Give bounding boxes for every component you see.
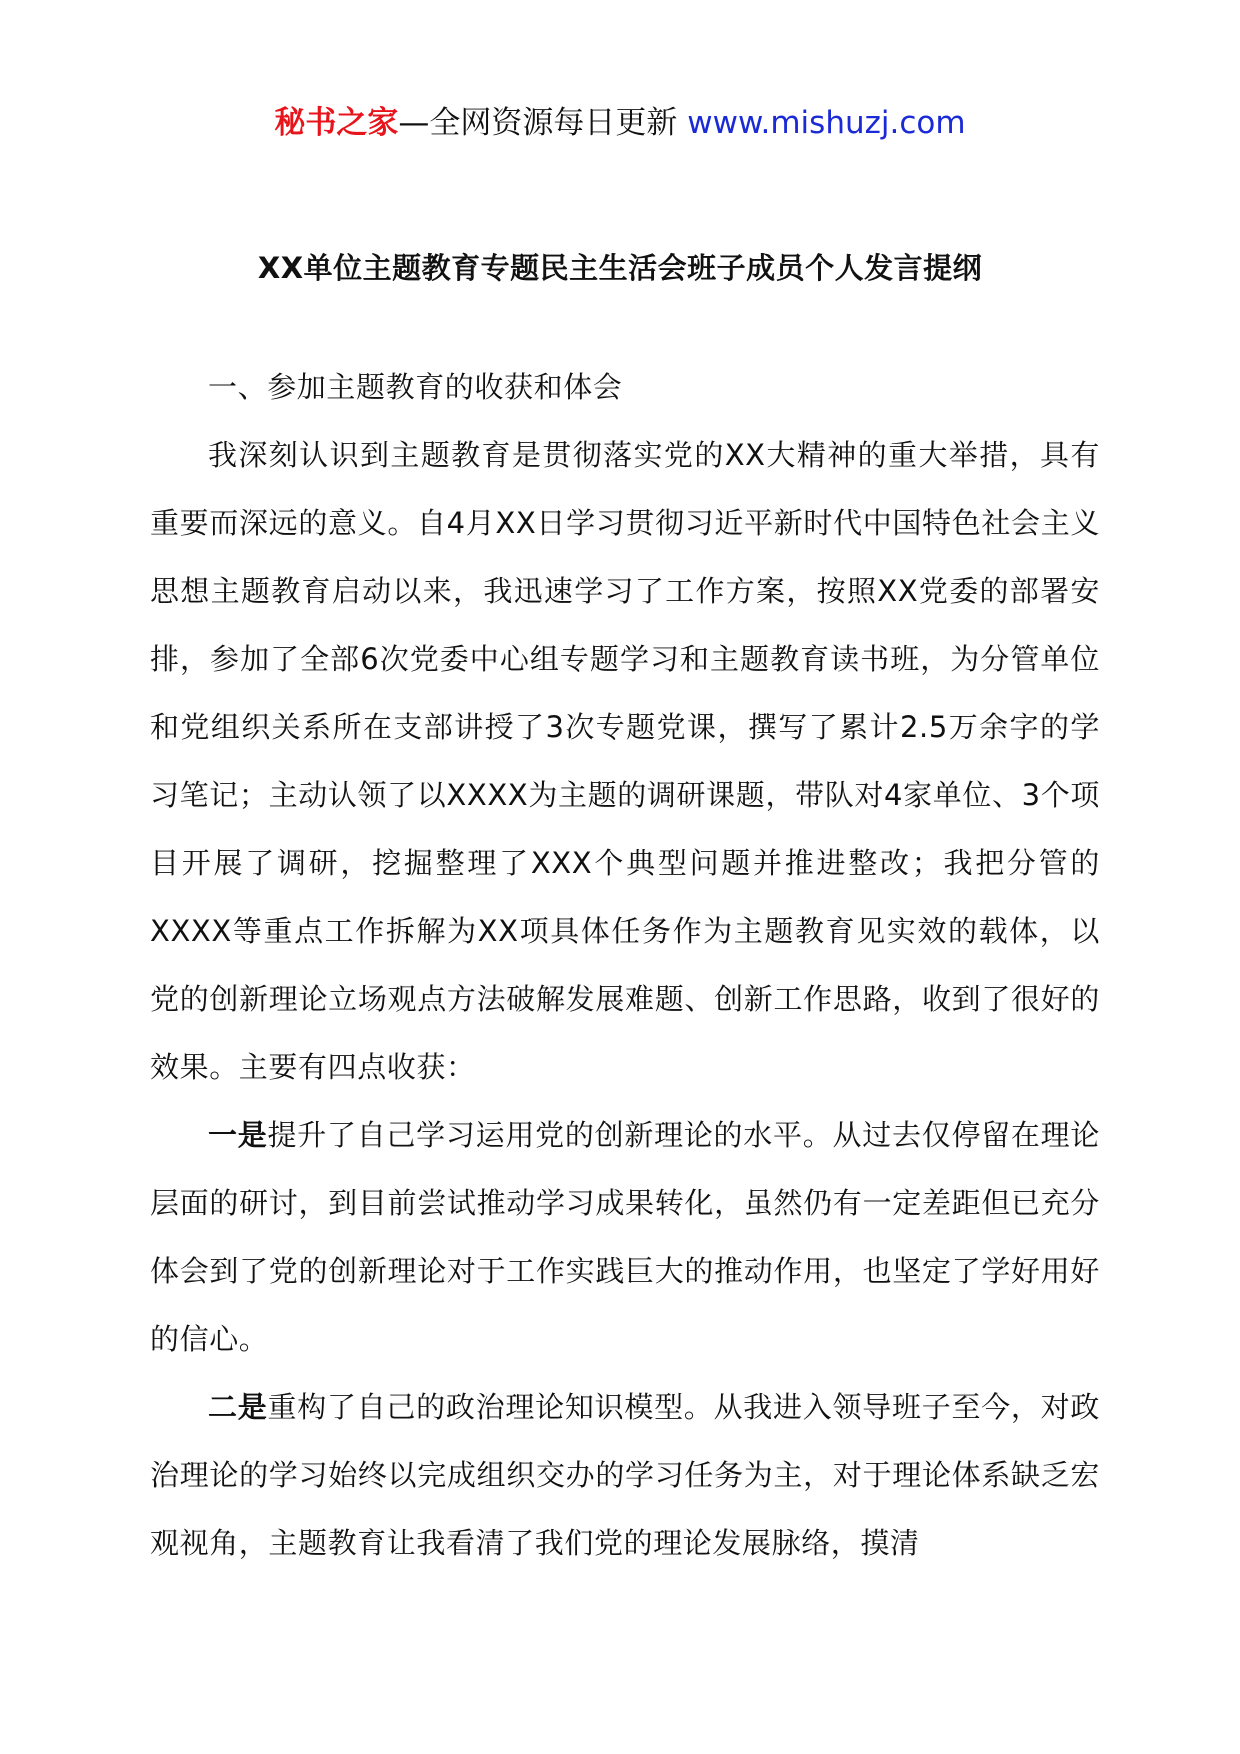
brand-name: 秘书之家 bbox=[274, 105, 399, 141]
header-tagline: —全网资源每日更新 bbox=[398, 105, 678, 141]
paragraph-intro: 我深刻认识到主题教育是贯彻落实党的XX大精神的重大举措，具有重要而深远的意义。自4月XX日学习贯彻习近平新时代中国特色社会主义思想主题教育启动以来，我迅速学习了工作方案，按照XX党委的部署安排，参加了全部6次党委中心组专题学习和主题教育读书班，为分管单位和党组织关系所在支部讲授了3次专题党课，撰写了累计2.5万余字的学习笔记；主动认领了以XXXX为主题的调研课题，带队对4家单位、3个项目开展了调研，挖掘整理了XXX个典型问题并推进整改；我把分管的XXXX等重点工作拆解为XX项具体任务作为主题教育见实效的载体，以党的创新理论立场观点方法破解发展难题、创新工作思路，收到了很好的效果。主要有四点收获： bbox=[150, 438, 1100, 1084]
header-banner bbox=[0, 100, 1240, 146]
paragraph-point-2 bbox=[150, 1373, 1100, 1577]
point-1-text: 提升了自己学习运用党的创新理论的水平。从过去仅停留在理论层面的研讨，到目前尝试推动学习成果转化，虽然仍有一定差距但已充分体会到了党的创新理论对于工作实践巨大的推动作用，也坚定了学好用好的信心。 bbox=[150, 1118, 1100, 1356]
point-2-text: 重构了自己的政治理论知识模型。从我进入领导班子至今，对政治理论的学习始终以完成组织交办的学习任务为主，对于理论体系缺乏宏观视角，主题教育让我看清了我们党的理论发展脉络，摸清 bbox=[150, 1390, 1100, 1560]
document-body bbox=[150, 353, 1100, 1577]
point-2-lead: 二是 bbox=[208, 1390, 268, 1424]
site-url-link[interactable]: www.mishuzj.com bbox=[687, 105, 966, 141]
section-heading: 一、参加主题教育的收获和体会 bbox=[208, 370, 623, 404]
document-title: XX单位主题教育专题民主生活会班子成员个人发言提纲 bbox=[257, 251, 983, 285]
paragraph-point-1 bbox=[150, 1101, 1100, 1373]
point-1-lead: 一是 bbox=[208, 1118, 268, 1152]
